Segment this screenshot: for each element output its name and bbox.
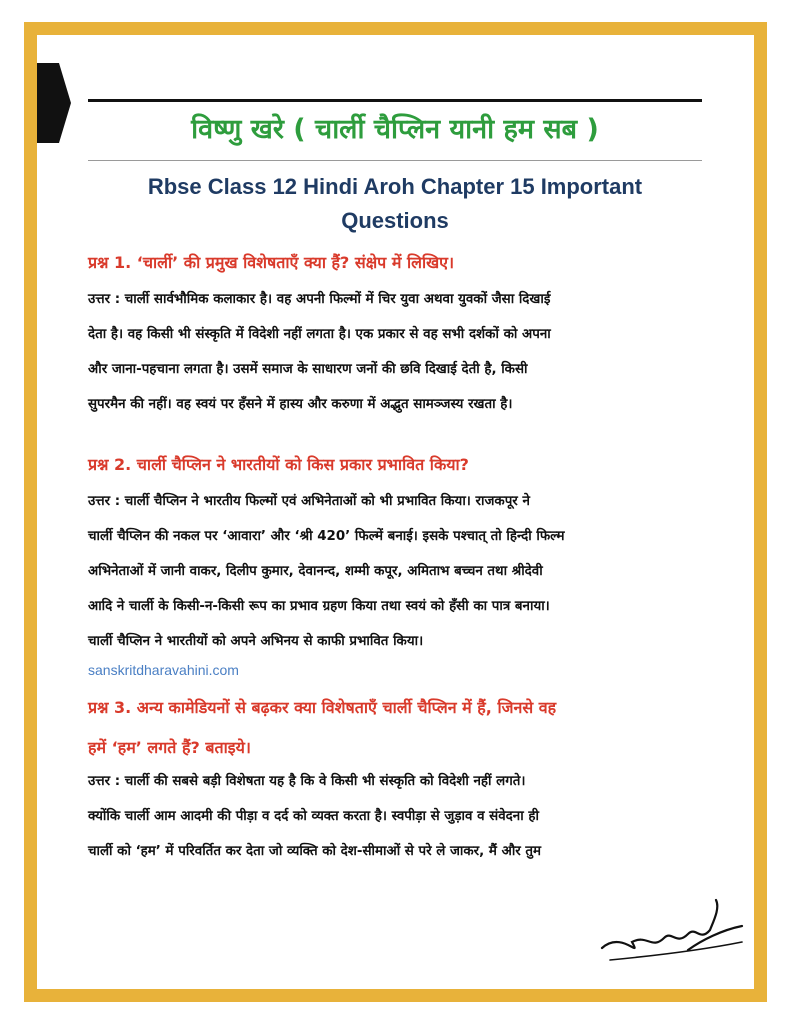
answer-2-line: अभिनेताओं में जानी वाकर, दिलीप कुमार, देवानन्द, शम्मी कपूर, अमिताभ बच्चन तथा श्रीदेवी bbox=[88, 564, 543, 579]
document-heading bbox=[100, 170, 690, 238]
question-3 bbox=[88, 688, 708, 768]
answer-1-line: देता है। वह किसी भी संस्कृति में विदेशी नहीं लगता है। एक प्रकार से वह सभी दर्शकों को अपना bbox=[88, 327, 551, 342]
question-2: प्रश्न 2. चार्ली चैप्लिन ने भारतीयों को किस प्रकार प्रभावित किया? bbox=[88, 455, 469, 474]
top-divider bbox=[88, 99, 702, 102]
answer-2-line: आदि ने चार्ली के किसी-न-किसी रूप का प्रभाव ग्रहण किया तथा स्वयं को हँसी का पात्र बनाया। bbox=[88, 599, 550, 614]
answer-1 bbox=[88, 282, 703, 422]
answer-3-line: चार्ली को ‘हम’ में परिवर्तित कर देता जो व्यक्ति को देश-सीमाओं से परे ले जाकर, मैं और तुम bbox=[88, 844, 542, 859]
heading-line-1: Rbse Class 12 Hindi Aroh Chapter 15 Important bbox=[147, 174, 643, 199]
answer-3 bbox=[88, 764, 703, 869]
answer-2 bbox=[88, 484, 703, 659]
question-3-line: हमें ‘हम’ लगते हैं? बताइये। bbox=[88, 738, 251, 757]
website-link[interactable]: sanskritdharavahini.com bbox=[88, 662, 239, 678]
answer-2-line: चार्ली चैप्लिन की नकल पर ‘आवारा’ और ‘श्री 420’ फिल्में बनाई। इसके पश्चात् तो हिन्दी फिल्म bbox=[88, 529, 565, 544]
question-1: प्रश्न 1. ‘चार्ली’ की प्रमुख विशेषताएँ क्या हैं? संक्षेप में लिखिए। bbox=[88, 253, 455, 272]
heading-line-2: Questions bbox=[341, 208, 449, 233]
answer-2-line: चार्ली चैप्लिन ने भारतीयों को अपने अभिनय से काफी प्रभावित किया। bbox=[88, 634, 424, 649]
chapter-title: विष्णु खरे ( चार्ली चैप्लिन यानी हम सब ) bbox=[191, 114, 599, 145]
answer-1-line: और जाना-पहचाना लगता है। उसमें समाज के साधारण जनों की छवि दिखाई देती है, किसी bbox=[88, 362, 528, 377]
black-tab-marker-icon bbox=[37, 63, 71, 143]
answer-3-line: क्योंकि चार्ली आम आदमी की पीड़ा व दर्द को व्यक्त करता है। स्वपीड़ा से जुड़ाव व संवेदना ही bbox=[88, 809, 539, 824]
signature-icon bbox=[592, 890, 752, 970]
title-divider bbox=[88, 160, 702, 161]
question-3-line: प्रश्न 3. अन्य कामेडियनों से बढ़कर क्या विशेषताएँ चार्ली चैप्लिन में हैं, जिनसे वह bbox=[88, 698, 557, 717]
answer-1-line: सुपरमैन की नहीं। वह स्वयं पर हँसने में हास्य और करुणा में अद्भुत सामञ्जस्य रखता है। bbox=[88, 397, 513, 412]
answer-1-line: उत्तर : चार्ली सार्वभौमिक कलाकार है। वह अपनी फिल्मों में चिर युवा अथवा युवकों जैसा दिखाई bbox=[88, 292, 551, 307]
answer-2-line: उत्तर : चार्ली चैप्लिन ने भारतीय फिल्मों एवं अभिनेताओं को भी प्रभावित किया। राजकपूर ने bbox=[88, 494, 530, 509]
answer-3-line: उत्तर : चार्ली की सबसे बड़ी विशेषता यह है कि वे किसी भी संस्कृति को विदेशी नहीं लगते। bbox=[88, 774, 526, 789]
